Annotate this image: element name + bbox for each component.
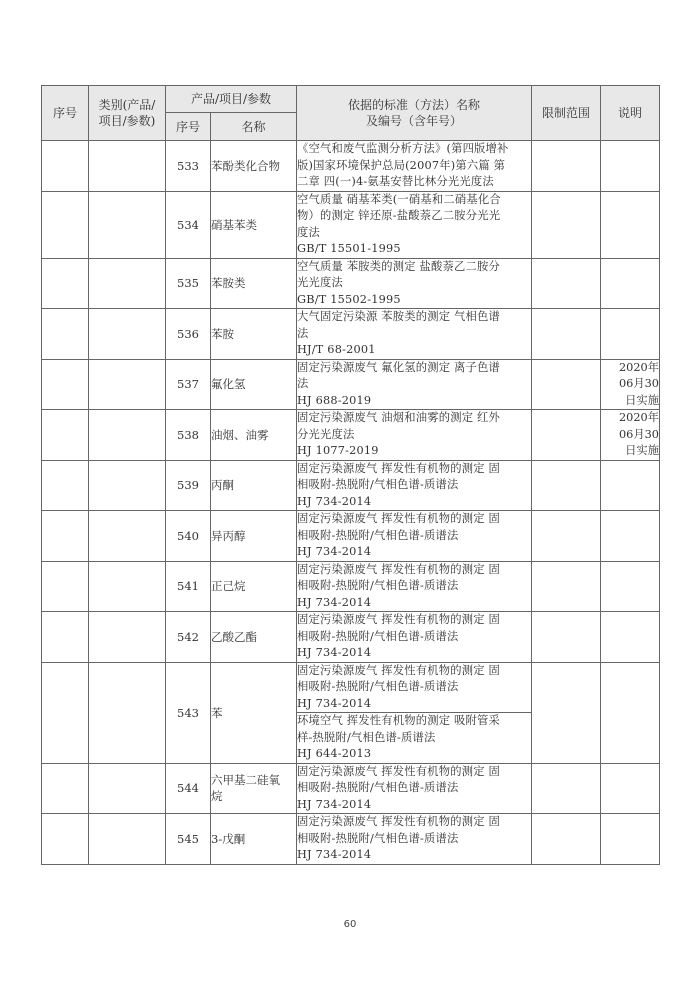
cell-product-name: 油烟、油雾 [211, 410, 297, 461]
cell-standard-method: 固定污染源废气 氟化氢的测定 离子色谱 法 HJ 688-2019 [297, 359, 532, 410]
cell-limit [532, 258, 601, 309]
cell-product-seq: 539 [166, 460, 211, 511]
table-row [42, 511, 660, 562]
cell-seq [42, 612, 89, 663]
cell-product-name: 乙酸乙酯 [211, 612, 297, 663]
cell-note: 2020年 06月30 日实施 [601, 359, 660, 410]
cell-note [601, 309, 660, 360]
cell-product-seq: 540 [166, 511, 211, 562]
table-row [42, 612, 660, 663]
table-row [42, 460, 660, 511]
cell-limit [532, 662, 601, 763]
table-row [42, 359, 660, 410]
cell-category [89, 612, 166, 663]
cell-category [89, 309, 166, 360]
table-row [42, 561, 660, 612]
table-row [42, 662, 660, 713]
cell-category [89, 191, 166, 258]
cell-product-seq: 535 [166, 258, 211, 309]
cell-standard-method: 固定污染源废气 挥发性有机物的测定 固 相吸附-热脱附/气相色谱-质谱法 HJ 734-2014 [297, 763, 532, 814]
cell-note [601, 763, 660, 814]
header-category: 类别(产品/ 项目/参数) [89, 86, 166, 141]
cell-seq [42, 814, 89, 865]
cell-standard-method: 固定污染源废气 挥发性有机物的测定 固 相吸附-热脱附/气相色谱-质谱法 HJ 734-2014 [297, 561, 532, 612]
cell-seq [42, 561, 89, 612]
cell-seq [42, 191, 89, 258]
cell-category [89, 258, 166, 309]
header-product-name: 名称 [211, 113, 297, 141]
cell-product-seq: 537 [166, 359, 211, 410]
cell-category [89, 359, 166, 410]
table-body [42, 141, 660, 865]
cell-limit [532, 410, 601, 461]
cell-product-name: 苯酚类化合物 [211, 141, 297, 192]
cell-category [89, 511, 166, 562]
cell-product-seq: 534 [166, 191, 211, 258]
cell-limit [532, 191, 601, 258]
cell-category [89, 141, 166, 192]
header-standard: 依据的标准（方法）名称 及编号（含年号） [297, 86, 532, 141]
cell-seq [42, 511, 89, 562]
header-product-seq: 序号 [166, 113, 211, 141]
cell-note [601, 561, 660, 612]
cell-product-name: 苯 [211, 662, 297, 763]
cell-product-seq: 538 [166, 410, 211, 461]
standards-table [41, 85, 660, 865]
table-row [42, 258, 660, 309]
page-number: 60 [343, 919, 357, 930]
cell-product-name: 丙酮 [211, 460, 297, 511]
cell-product-name: 苯胺 [211, 309, 297, 360]
cell-category [89, 460, 166, 511]
cell-note [601, 191, 660, 258]
cell-category [89, 662, 166, 763]
cell-limit [532, 763, 601, 814]
cell-limit [532, 309, 601, 360]
cell-product-name: 3-戊酮 [211, 814, 297, 865]
table-row [42, 814, 660, 865]
cell-standard-method: 空气质量 苯胺类的测定 盐酸萘乙二胺分 光光度法 GB/T 15502-1995 [297, 258, 532, 309]
header-limit: 限制范围 [532, 86, 601, 141]
cell-standard-method: 固定污染源废气 挥发性有机物的测定 固 相吸附-热脱附/气相色谱-质谱法 HJ 734-2014 [297, 814, 532, 865]
cell-note [601, 814, 660, 865]
cell-standard-method: 固定污染源废气 挥发性有机物的测定 固 相吸附-热脱附/气相色谱-质谱法 HJ 734-2014 [297, 460, 532, 511]
cell-product-seq: 542 [166, 612, 211, 663]
cell-standard-method: 《空气和废气监测分析方法》(第四版增补 版)国家环境保护总局(2007年)第六篇 第 二章 四(一)4-氨基安替比林分光光度法 [297, 141, 532, 192]
cell-standard-method: 空气质量 硝基苯类(一硝基和二硝基化合 物）的测定 锌还原-盐酸萘乙二胺分光光 度法 GB/T 15501-1995 [297, 191, 532, 258]
cell-seq [42, 359, 89, 410]
table-row [42, 141, 660, 192]
header-note: 说明 [601, 86, 660, 141]
cell-standard-method: 固定污染源废气 挥发性有机物的测定 固 相吸附-热脱附/气相色谱-质谱法 HJ 734-2014 [297, 511, 532, 562]
cell-product-name: 氟化氢 [211, 359, 297, 410]
cell-product-name: 六甲基二硅氧 烷 [211, 763, 297, 814]
cell-category [89, 561, 166, 612]
cell-category [89, 763, 166, 814]
cell-seq [42, 662, 89, 763]
cell-product-name: 异丙醇 [211, 511, 297, 562]
cell-note [601, 258, 660, 309]
cell-standard-method: 大气固定污染源 苯胺类的测定 气相色谱 法 HJ/T 68-2001 [297, 309, 532, 360]
cell-note [601, 141, 660, 192]
cell-product-name: 正己烷 [211, 561, 297, 612]
table-row [42, 410, 660, 461]
cell-limit [532, 460, 601, 511]
cell-seq [42, 410, 89, 461]
cell-standard-method: 固定污染源废气 挥发性有机物的测定 固 相吸附-热脱附/气相色谱-质谱法 HJ 734-2014 [297, 662, 532, 713]
cell-product-name: 硝基苯类 [211, 191, 297, 258]
cell-note: 2020年 06月30 日实施 [601, 410, 660, 461]
cell-note [601, 511, 660, 562]
table-row [42, 309, 660, 360]
cell-seq [42, 258, 89, 309]
header-product-group: 产品/项目/参数 [166, 86, 297, 113]
cell-product-seq: 533 [166, 141, 211, 192]
cell-product-seq: 543 [166, 662, 211, 763]
cell-product-seq: 541 [166, 561, 211, 612]
table-row [42, 763, 660, 814]
cell-category [89, 814, 166, 865]
cell-limit [532, 561, 601, 612]
cell-limit [532, 814, 601, 865]
cell-seq [42, 763, 89, 814]
cell-limit [532, 359, 601, 410]
cell-limit [532, 612, 601, 663]
cell-product-seq: 536 [166, 309, 211, 360]
cell-seq [42, 460, 89, 511]
cell-limit [532, 141, 601, 192]
cell-product-seq: 545 [166, 814, 211, 865]
cell-standard-method: 固定污染源废气 挥发性有机物的测定 固 相吸附-热脱附/气相色谱-质谱法 HJ 734-2014 [297, 612, 532, 663]
cell-category [89, 410, 166, 461]
table-header [42, 86, 660, 141]
table-row [42, 191, 660, 258]
cell-standard-method: 固定污染源废气 油烟和油雾的测定 红外 分光光度法 HJ 1077-2019 [297, 410, 532, 461]
cell-standard-method: 环境空气 挥发性有机物的测定 吸附管采 样-热脱附/气相色谱-质谱法 HJ 644-2013 [297, 713, 532, 764]
cell-limit [532, 511, 601, 562]
cell-product-name: 苯胺类 [211, 258, 297, 309]
cell-note [601, 460, 660, 511]
cell-note [601, 662, 660, 763]
cell-product-seq: 544 [166, 763, 211, 814]
cell-note [601, 612, 660, 663]
header-seq: 序号 [42, 86, 89, 141]
cell-seq [42, 309, 89, 360]
cell-seq [42, 141, 89, 192]
